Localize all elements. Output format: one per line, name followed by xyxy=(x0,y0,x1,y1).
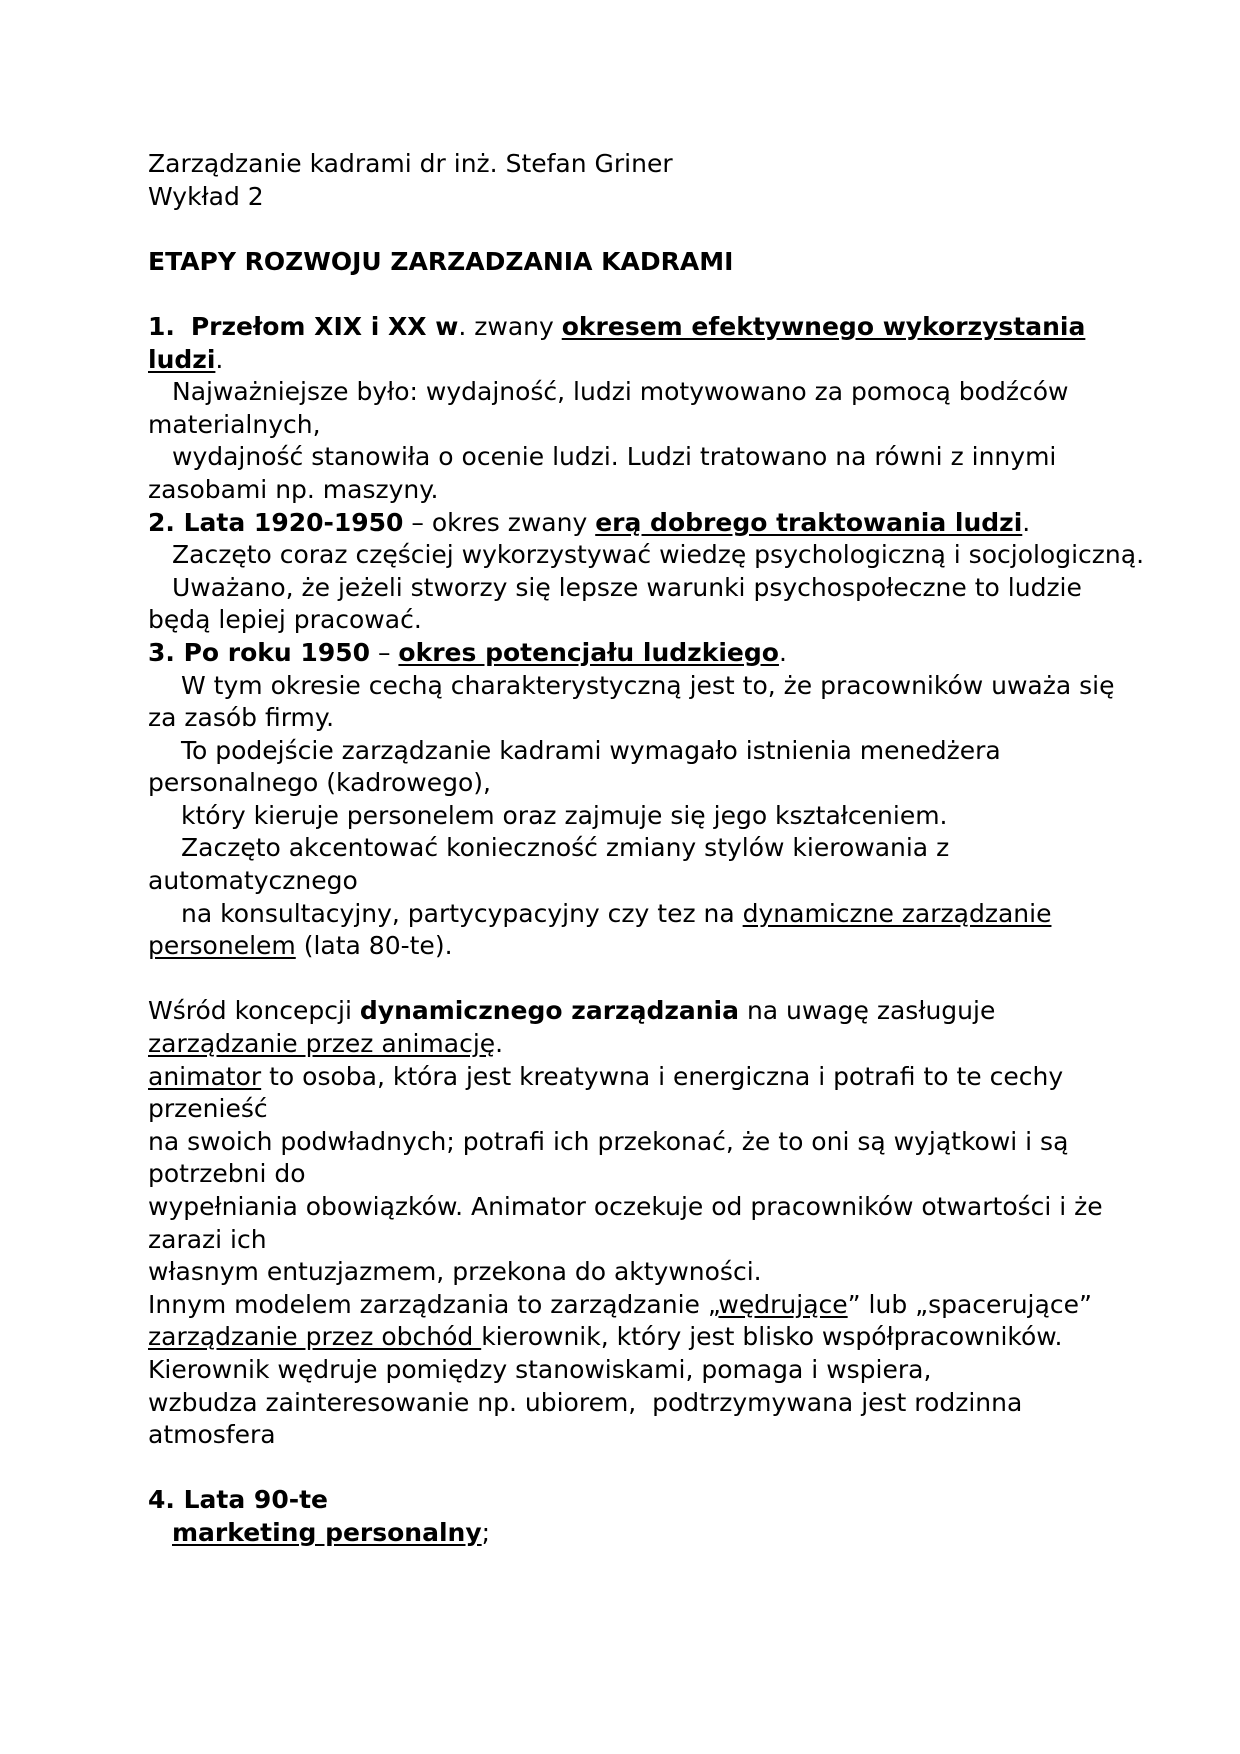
section-3-term-end: . xyxy=(778,637,787,667)
section-1-paragraph-line: zasobami np. maszyny. xyxy=(148,474,439,504)
section-4-term-end: ; xyxy=(481,1517,491,1547)
section-2-heading-text: – okres zwany xyxy=(403,507,596,537)
dynamic-text: kierownik, który jest blisko współpracowników. xyxy=(481,1322,1063,1352)
section-1-term-line-2 xyxy=(148,344,1108,377)
dynamic-bold-term: dynamicznego zarządzania xyxy=(359,996,739,1026)
document-page xyxy=(148,148,1145,1550)
section-1-number: 1. xyxy=(148,311,175,341)
dynamic-text: . xyxy=(495,1029,504,1059)
spacer xyxy=(148,278,1108,311)
section-4-term-line xyxy=(148,1517,1108,1550)
section-3-paragraph-line xyxy=(148,898,1108,931)
animator-term: animator xyxy=(148,1061,262,1091)
section-3-text: (lata 80-te). xyxy=(295,931,453,961)
section-3-paragraph-line: personalnego (kadrowego), xyxy=(148,768,491,798)
section-1-term-end: . xyxy=(215,344,224,374)
section-3-paragraph-line: W tym okresie cechą charakterystyczną jest to, że pracowników uważa się xyxy=(181,670,1115,700)
dynamic-text: to osoba, która jest kreatywna i energiczna i potrafi to te cechy xyxy=(261,1061,1064,1091)
section-1-term: okresem efektywnego wykorzystania xyxy=(561,311,1086,341)
section-2-heading-line xyxy=(148,507,1108,540)
section-1-heading: Przełom XIX i XX w xyxy=(190,311,459,341)
dynamic-management-term: dynamiczne zarządzanie xyxy=(742,898,1052,928)
dynamic-text: ” lub „spacerujące” xyxy=(847,1289,1092,1319)
dynamic-text: na uwagę zasługuje xyxy=(739,996,996,1026)
dynamic-paragraph-line: wzbudza zainteresowanie np. ubiorem, podtrzymywana jest rodzinna xyxy=(148,1387,1023,1417)
section-3-paragraph-line: automatycznego xyxy=(148,866,358,896)
section-3-paragraph-line: który kieruje personelem oraz zajmuje się jego kształceniem. xyxy=(181,800,948,830)
document-title: ETAPY ROZWOJU ZARZADZANIA KADRAMI xyxy=(148,246,734,276)
section-3-paragraph-line: To podejście zarządzanie kadrami wymagało istnienia menedżera xyxy=(181,735,1001,765)
header-line-1: Zarządzanie kadrami dr inż. Stefan Griner xyxy=(148,149,673,178)
animation-management-term: zarządzanie przez animację xyxy=(148,1029,496,1059)
section-3-paragraph-line xyxy=(148,930,1108,963)
section-2-term-end: . xyxy=(1022,507,1031,537)
dynamic-paragraph-line xyxy=(148,995,1108,1028)
section-4-term: marketing personalny xyxy=(172,1517,482,1547)
walkaround-management-term: zarządzanie przez obchód xyxy=(148,1322,482,1352)
section-3-heading-line xyxy=(148,637,1108,670)
dynamic-paragraph-line: wypełniania obowiązków. Animator oczekuje od pracowników otwartości i że xyxy=(148,1192,1103,1221)
dynamic-paragraph-line: na swoich podwładnych; potrafi ich przekonać, że to oni są wyjątkowi i są xyxy=(148,1126,1069,1156)
spacer xyxy=(148,963,1108,996)
header-line-2: Wykład 2 xyxy=(148,181,264,211)
section-2-heading: 2. Lata 1920-1950 xyxy=(148,507,404,537)
section-2-paragraph-line: Uważano, że jeżeli stworzy się lepsze warunki psychospołeczne to ludzie xyxy=(172,572,1082,602)
section-3-heading-text: – xyxy=(370,637,399,667)
dynamic-paragraph-line xyxy=(148,1289,1108,1322)
section-1-paragraph-line: materialnych, xyxy=(148,409,321,439)
section-3-paragraph-line: Zaczęto akcentować konieczność zmiany stylów kierowania z xyxy=(181,833,950,863)
section-1-heading-text: . zwany xyxy=(458,311,562,341)
dynamic-management-term-cont: personelem xyxy=(148,931,296,961)
dynamic-paragraph-line: potrzebni do xyxy=(148,1159,306,1189)
section-2-paragraph-line: Zaczęto coraz częściej wykorzystywać wiedzę psychologiczną i socjologiczną. xyxy=(172,540,1145,570)
section-1-paragraph-line: wydajność stanowiła o ocenie ludzi. Ludzi tratowano na równi z innymi xyxy=(172,442,1057,472)
dynamic-text: Wśród koncepcji xyxy=(148,996,360,1026)
section-1-heading-line xyxy=(148,311,1108,344)
section-1-term-cont: ludzi xyxy=(148,344,216,374)
spacer xyxy=(148,1452,1108,1485)
dynamic-paragraph-line xyxy=(148,1028,1108,1061)
dynamic-paragraph-line: atmosfera xyxy=(148,1420,276,1450)
section-2-paragraph-line: będą lepiej pracować. xyxy=(148,605,422,635)
dynamic-paragraph-line: zarazi ich xyxy=(148,1224,267,1254)
dynamic-paragraph-line xyxy=(148,1061,1108,1094)
section-3-paragraph-line: za zasób firmy. xyxy=(148,703,335,733)
dynamic-paragraph-line: Kierownik wędruje pomiędzy stanowiskami, pomaga i wspiera, xyxy=(148,1354,932,1384)
section-3-term: okres potencjału ludzkiego xyxy=(398,637,779,667)
spacer xyxy=(148,213,1108,246)
section-3-heading: 3. Po roku 1950 xyxy=(148,637,371,667)
section-1-paragraph-line: Najważniejsze było: wydajność, ludzi motywowano za pomocą bodźców xyxy=(172,377,1069,407)
dynamic-text: Innym modelem zarządzania to zarządzanie „ xyxy=(148,1289,719,1319)
section-2-term: erą dobrego traktowania ludzi xyxy=(595,507,1023,537)
section-4-heading: 4. Lata 90-te xyxy=(148,1485,328,1515)
dynamic-paragraph-line: przenieść xyxy=(148,1094,268,1124)
dynamic-paragraph-line: własnym entuzjazmem, przekona do aktywności. xyxy=(148,1257,762,1287)
dynamic-paragraph-line xyxy=(148,1321,1108,1354)
wandering-term: wędrujące xyxy=(718,1289,848,1319)
section-3-text: na konsultacyjny, partycypacyjny czy tez na xyxy=(181,898,743,928)
